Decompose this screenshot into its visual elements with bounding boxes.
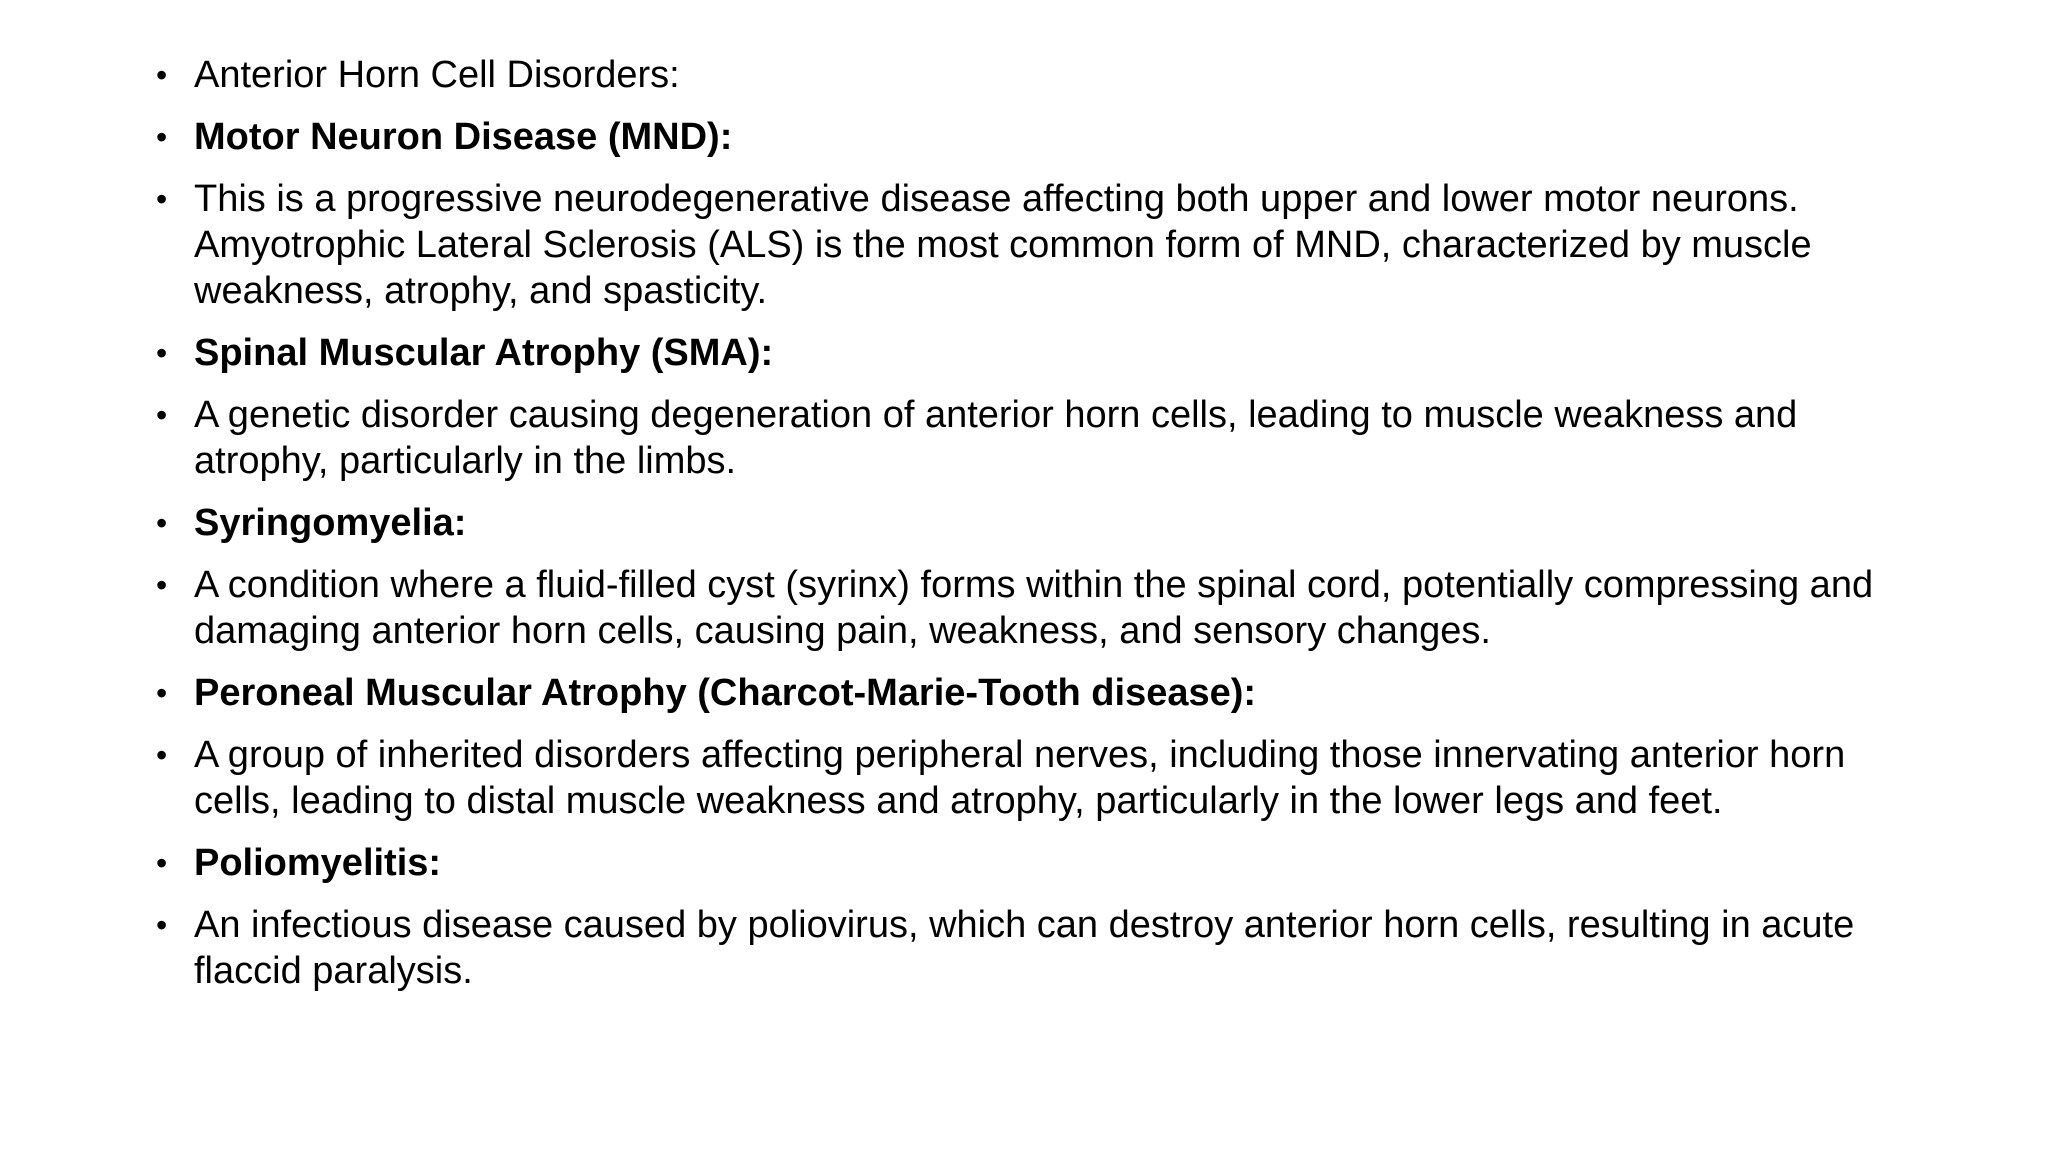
bullet-icon: • — [156, 675, 168, 711]
bullet-icon: • — [156, 845, 168, 881]
bullet-text: Motor Neuron Disease (MND): — [194, 116, 733, 158]
bullet-text: Spinal Muscular Atrophy (SMA): — [194, 332, 774, 374]
bullet-text: Syringomyelia: — [194, 502, 467, 544]
bullet-icon: • — [156, 567, 168, 603]
bullet-text: A group of inherited disorders affecting peripheral nerves, including those innervating anterior horn cells, leading to distal muscle weakness and atrophy, particularly in the lower legs and feet. — [194, 734, 1846, 822]
bullet-item-polio-title — [156, 840, 1916, 886]
bullet-list — [156, 52, 1916, 1010]
bullet-item-polio-desc — [156, 902, 1916, 994]
bullet-item-sma-title — [156, 330, 1916, 376]
bullet-icon: • — [156, 57, 168, 93]
bullet-item-mnd-title — [156, 114, 1916, 160]
bullet-icon: • — [156, 397, 168, 433]
bullet-text: Poliomyelitis: — [194, 842, 442, 884]
bullet-icon: • — [156, 335, 168, 371]
bullet-icon: • — [156, 505, 168, 541]
bullet-icon: • — [156, 907, 168, 943]
bullet-text: Anterior Horn Cell Disorders: — [194, 54, 680, 96]
bullet-item-cmt-desc — [156, 732, 1916, 824]
bullet-text: A genetic disorder causing degeneration of anterior horn cells, leading to muscle weakness and atrophy, particularly in the limbs. — [194, 394, 1798, 482]
bullet-item-sma-desc — [156, 392, 1916, 484]
bullet-icon: • — [156, 119, 168, 155]
bullet-text: A condition where a fluid-filled cyst (syrinx) forms within the spinal cord, potentially compressing and damaging anterior horn cells, causing pain, weakness, and sensory changes. — [194, 564, 1874, 652]
bullet-item-mnd-desc — [156, 176, 1916, 314]
bullet-item-cmt-title — [156, 670, 1916, 716]
bullet-text: An infectious disease caused by poliovirus, which can destroy anterior horn cells, resulting in acute flaccid paralysis. — [194, 904, 1855, 992]
bullet-icon: • — [156, 181, 168, 217]
bullet-text: This is a progressive neurodegenerative disease affecting both upper and lower motor neurons. Amyotrophic Lateral Sclerosis (ALS) is the most common form of MND, characterized by muscle weakness, atrophy, and spasticity. — [194, 178, 1812, 312]
bullet-item-heading — [156, 52, 1916, 98]
bullet-item-syringomyelia-desc — [156, 562, 1916, 654]
bullet-item-syringomyelia-title — [156, 500, 1916, 546]
bullet-icon: • — [156, 737, 168, 773]
bullet-text: Peroneal Muscular Atrophy (Charcot-Marie-Tooth disease): — [194, 672, 1257, 714]
